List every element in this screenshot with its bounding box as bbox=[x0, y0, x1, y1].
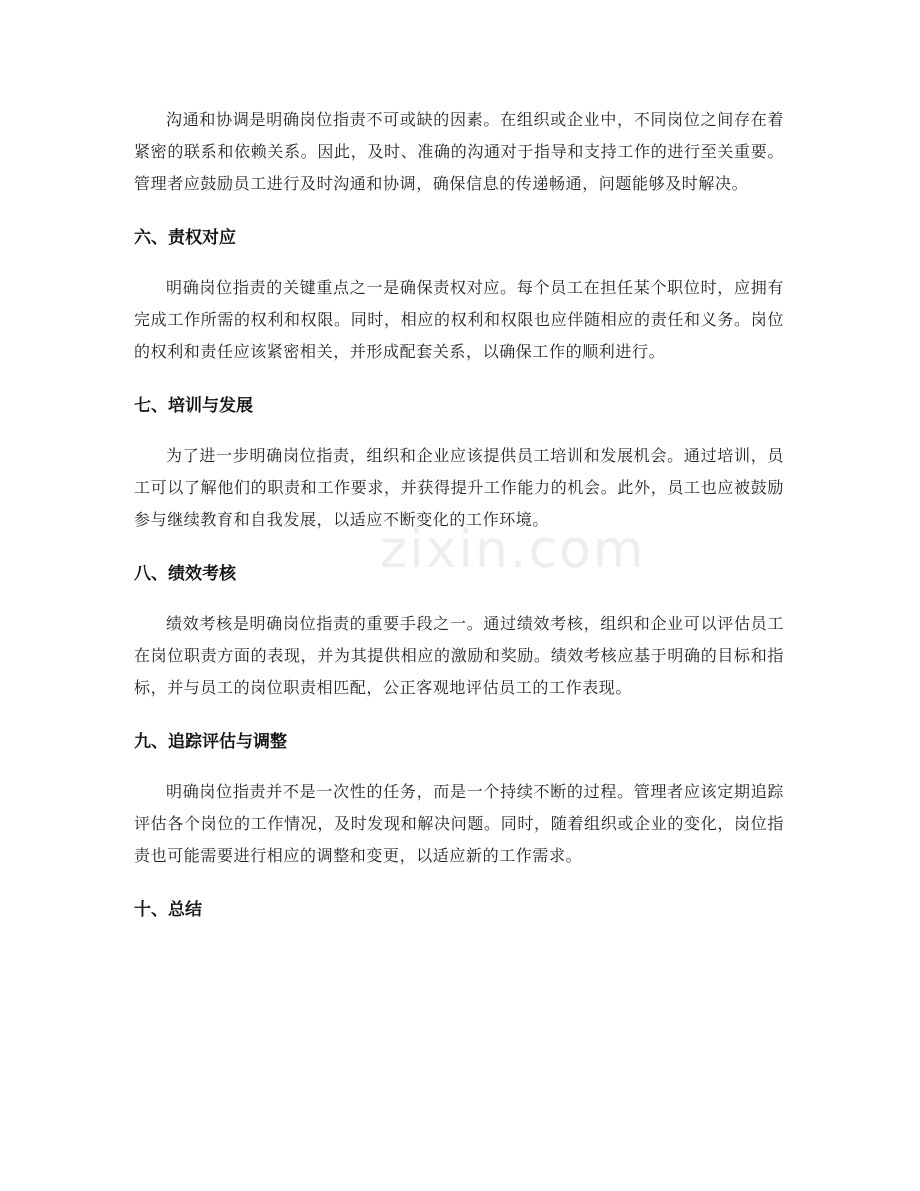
heading-section-7: 七、培训与发展 bbox=[134, 396, 253, 416]
watermark: zixin.com bbox=[380, 520, 646, 580]
paragraph-section-8: 绩效考核是明确岗位指责的重要手段之一。通过绩效考核，组织和企业可以评估员工在岗位职责方面的表现，并为其提供相应的激励和奖励。绩效考核应基于明确的目标和指标，并与员工的岗位职责相匹配，公正客观地评估员工的工作表现。 bbox=[134, 614, 784, 697]
heading-section-6: 六、责权对应 bbox=[134, 228, 236, 248]
heading-section-8: 八、绩效考核 bbox=[134, 564, 236, 584]
heading-section-10: 十、总结 bbox=[134, 900, 202, 920]
document-body bbox=[134, 104, 784, 926]
heading-section-9: 九、追踪评估与调整 bbox=[134, 732, 287, 752]
paragraph-section-6: 明确岗位指责的关键重点之一是确保责权对应。每个员工在担任某个职位时，应拥有完成工作所需的权利和权限。同时，相应的权利和权限也应伴随相应的责任和义务。岗位的权利和责任应该紧密相关，并形成配套关系，以确保工作的顺利进行。 bbox=[134, 278, 784, 361]
paragraph-communication: 沟通和协调是明确岗位指责不可或缺的因素。在组织或企业中，不同岗位之间存在着紧密的联系和依赖关系。因此，及时、准确的沟通对于指导和支持工作的进行至关重要。管理者应鼓励员工进行及时沟通和协调，确保信息的传递畅通，问题能够及时解决。 bbox=[134, 110, 784, 193]
paragraph-section-9: 明确岗位指责并不是一次性的任务，而是一个持续不断的过程。管理者应该定期追踪评估各个岗位的工作情况，及时发现和解决问题。同时，随着组织或企业的变化，岗位指责也可能需要进行相应的调整和变更，以适应新的工作需求。 bbox=[134, 782, 784, 865]
paragraph-section-7: 为了进一步明确岗位指责，组织和企业应该提供员工培训和发展机会。通过培训，员工可以了解他们的职责和工作要求，并获得提升工作能力的机会。此外，员工也应被鼓励参与继续教育和自我发展，以适应不断变化的工作环境。 bbox=[134, 446, 784, 529]
